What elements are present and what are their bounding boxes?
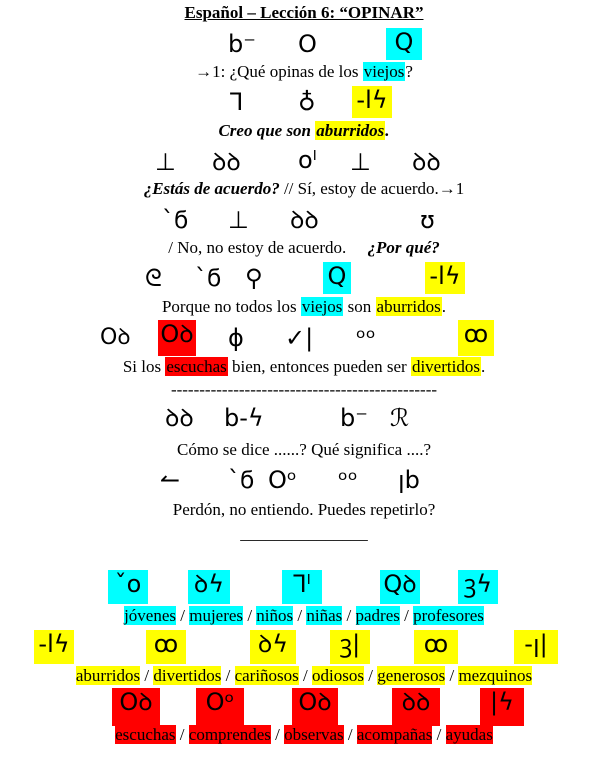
underline-separator: _______________ <box>240 524 368 543</box>
sign-symbol-9: oˡ <box>298 146 317 174</box>
sign-symbol-29: b⁻ <box>340 404 368 432</box>
sign-symbol-7: ⊥ <box>155 148 176 176</box>
sign-symbol-11: ꝺꝺ <box>412 148 441 176</box>
hl-aburridos: aburridos <box>316 121 385 140</box>
vocab1-symbol-1: ˇo <box>108 570 148 604</box>
sign-symbol-27: ꝺꝺ <box>165 404 194 432</box>
sign-symbol-19: Q <box>323 262 351 294</box>
vocab2-symbol-5: ꝏ <box>414 630 458 664</box>
vocab-row-2: aburridos / divertidos / cariñosos / odiosos / generosos / mezquinos <box>75 666 533 685</box>
sign-symbol-25: ᵒᵒ <box>356 324 376 352</box>
vocab-row-3: escuchas / comprendes / observas / acompañas / ayudas <box>115 725 493 744</box>
vocab3-symbol-1: Oꝺ <box>112 688 160 726</box>
sign-symbol-10: ⊥ <box>350 148 371 176</box>
vocab3-symbol-3: Oꝺ <box>292 688 338 726</box>
sign-symbol-1: b⁻ <box>228 30 256 58</box>
vocab1-symbol-5: ꝫϟ <box>458 570 498 604</box>
sign-symbol-21: Oꝺ <box>100 325 131 350</box>
dash-separator: ----------------------------------------------- <box>170 380 438 399</box>
line-answer: Creo que son aburridos. <box>218 121 390 140</box>
sign-symbol-31: ↼ <box>160 466 181 494</box>
sign-symbol-4: ⅂ <box>230 88 244 116</box>
line-pardon: Perdón, no entiendo. Puedes repetirlo? <box>172 500 436 519</box>
sign-symbol-26: ꝏ <box>458 320 494 356</box>
sign-symbol-13: ⊥ <box>228 206 249 234</box>
line-disagree: / No, no estoy de acuerdo. ¿Por qué? <box>168 238 440 257</box>
sign-symbol-18: ⚲ <box>245 264 263 292</box>
sign-symbol-5: ♁ <box>298 88 316 116</box>
sign-symbol-33: Oᵒ <box>268 466 297 494</box>
vocab3-symbol-5: |ϟ <box>480 688 524 726</box>
sign-symbol-12: ˋϭ <box>162 206 189 234</box>
sign-symbol-3: Q <box>386 28 422 60</box>
line-if-listen: Si los escuchas bien, entonces pueden ser divertidos. <box>122 357 486 376</box>
vocab1-symbol-3: ⅂ˡ <box>282 570 322 604</box>
line-because: Porque no todos los viejos son aburridos. <box>161 297 447 316</box>
vocab-row-1: jóvenes / mujeres / niños / niñas / padres / profesores <box>124 606 484 625</box>
line-question: →1: ¿Qué opinas de los viejos? <box>195 62 413 81</box>
vocab3-symbol-2: Oᵒ <box>196 688 244 726</box>
vocab1-symbol-4: Qꝺ <box>380 570 420 604</box>
sign-symbol-24: ✓| <box>285 324 314 352</box>
sign-symbol-20: -lϟ <box>425 262 465 294</box>
sign-symbol-34: ᵒᵒ <box>338 466 358 494</box>
vocab2-symbol-2: ꝏ <box>146 630 186 664</box>
sign-symbol-14: ꝺꝺ <box>290 206 319 234</box>
sign-symbol-32: ˋϭ <box>228 466 255 494</box>
sign-symbol-8: ꝺꝺ <box>212 148 241 176</box>
sign-symbol-2: O <box>298 30 317 58</box>
sign-symbol-15: ʊ <box>420 206 435 234</box>
hl-viejos: viejos <box>363 62 405 81</box>
vocab2-symbol-4: ꝫ| <box>330 630 370 664</box>
sign-symbol-16: ᘓ <box>145 264 162 292</box>
sign-symbol-22: Oꝺ <box>158 320 196 356</box>
line-agree: ¿Estás de acuerdo? // Sí, estoy de acuerdo.→1 <box>143 179 465 198</box>
vocab3-symbol-4: ꝺꝺ <box>392 688 440 726</box>
vocab1-symbol-2: ꝺϟ <box>188 570 230 604</box>
sign-symbol-30: ℛ <box>390 404 410 432</box>
sign-symbol-23: ɸ <box>228 324 244 352</box>
sign-symbol-28: b-ϟ <box>224 404 264 432</box>
sign-symbol-17: ˋϭ <box>195 264 222 292</box>
sign-symbol-35: ꞁb <box>398 466 420 494</box>
vocab2-symbol-6: -ꞁ| <box>514 630 558 664</box>
vocab2-symbol-1: -lϟ <box>34 630 74 664</box>
line-how-say: Cómo se dice ......? Qué significa ....? <box>177 440 431 459</box>
sign-symbol-6: -lϟ <box>352 86 392 118</box>
page-title: Español – Lección 6: “OPINAR” <box>184 3 424 22</box>
vocab2-symbol-3: ꝺϟ <box>250 630 296 664</box>
